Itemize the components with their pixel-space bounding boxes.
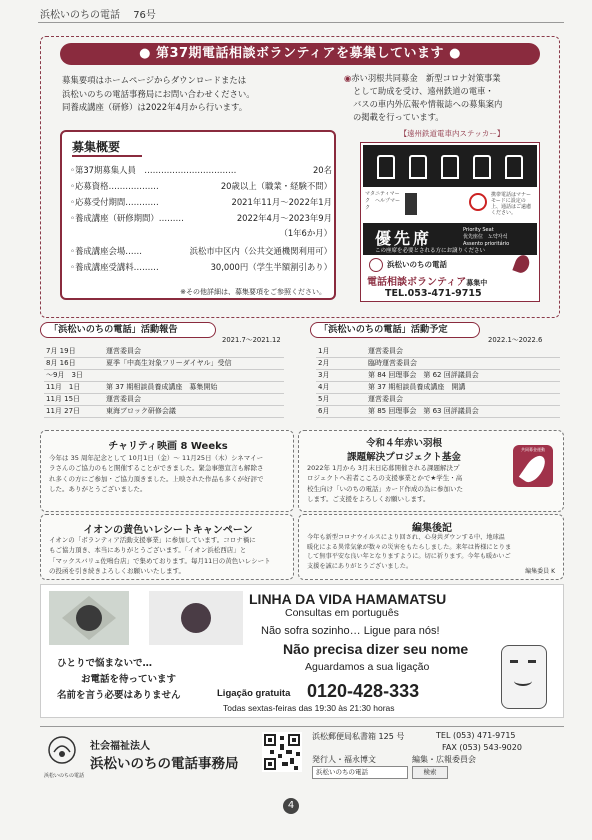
table-row: 〜9月 3日 — [44, 370, 284, 382]
outline-title: 募集概要 — [72, 140, 121, 154]
jp-line3: 名前を言う必要はありません — [57, 690, 181, 701]
help-mark-icon — [405, 193, 417, 215]
logo-caption: 浜松いのちの電話 — [43, 773, 84, 779]
charity-title: チャリティ映画 8 Weeks — [108, 441, 228, 452]
recruitment-intro — [62, 74, 337, 115]
footer-divider — [40, 726, 564, 727]
red-feather-icon — [512, 253, 531, 275]
outline-row: ◦応募受付期間………… 2021年11月〜2022年1月 — [70, 197, 332, 207]
outline-box — [60, 130, 336, 300]
outline-row: ◦養成講座受講料……… 30,000円（学生半額割引あり） — [70, 262, 332, 272]
header-title: 浜松いのちの電話 — [40, 10, 120, 21]
linha-da-vida-box — [40, 584, 564, 718]
outline-row: ◦養成講座会場…… 浜松市中区内（公共交通機関利用可） — [70, 246, 332, 256]
sticker-volunteer: 電話相談ボランティア募集中 — [367, 277, 488, 288]
linha-title: LINHA DA VIDA HAMAMATSU — [249, 591, 447, 607]
injured-icon — [473, 155, 491, 179]
red-feather-icon — [519, 452, 549, 486]
jp-line2: お電話を待っています — [81, 674, 177, 685]
plan-range: 2022.1〜2022.6 — [488, 336, 543, 344]
priority-seat-band: 優先席 Priority Seat 优先座位 노약자석 Assento prioritário この座席を必要とされる方にお譲りください — [363, 223, 537, 255]
wheelchair-icon — [505, 155, 523, 179]
table-row: 6月 第 85 回理事会 第 63 回評議員会 — [316, 406, 560, 418]
search-input: 浜松いのちの電話 — [312, 766, 408, 779]
linha-hours: Todas sextas-feiras das 19:30 às 21:30 horas — [223, 703, 395, 713]
akai-title: 令和４年赤い羽根 課題解決プロジェクト基金 — [347, 438, 461, 463]
footer-fax: FAX (053) 543-9020 — [442, 743, 522, 752]
brazil-flag-icon — [49, 591, 129, 645]
pregnant-icon — [409, 155, 427, 179]
no-phone-icon — [469, 193, 487, 211]
page-number: 4 — [283, 798, 299, 814]
intro-line: 浜松いのちの電話事務局にお問い合わせください。 — [62, 88, 255, 99]
header-divider — [38, 22, 564, 23]
footer-editor: 編集・広報委員会 — [412, 755, 476, 764]
table-row: 11月 27日 東海ブロック研修会議 — [44, 406, 284, 418]
editor-body: 今年も新型コロナウイルスにより回され、心身共ダウンする中、地球温 暖化による異常気象が数々の災害をもたらしました。来年は皆様にとりま して無事平安な良い年となりますように。切に祈ります。今年も暖かいご 支援を誠にありがとうございました。 — [307, 534, 512, 570]
akai-hane-panel — [298, 430, 564, 512]
table-row: 5月 運営委員会 — [316, 394, 560, 406]
sticker-notices: マタニティマーク ヘルプマーク 携帯電話はマナーモードに設定の上、通話はご遠慮ください。 — [365, 191, 532, 216]
report-title: 「浜松いのちの電話」活動報告 — [40, 322, 216, 338]
charity-panel — [40, 430, 294, 512]
train-sticker-image — [360, 142, 540, 302]
jp-line1: ひとりで悩まないで… — [57, 658, 153, 669]
aeon-title: イオンの黄色いレシートキャンペーン — [83, 525, 253, 536]
header-issue: 76号 — [133, 10, 156, 21]
sticker-caption: 【遠州鉄道電車内ステッカー】 — [399, 129, 505, 138]
linha-sub: Consultas em português — [285, 607, 399, 619]
banner-dot-icon: ● — [139, 46, 151, 61]
outline-note: ※その他詳細は、募集要項をご参照ください。 — [180, 288, 326, 296]
table-row: 11月 1日 第 37 期相談員養成講座 募集開始 — [44, 382, 284, 394]
grant-notice: ◉赤い羽根共同募金 新型コロナ対策事業 として助成を受け、遠州鉄道の電車・ バスの車内外広報や情報誌への募集案内 の掲載を行っています。 — [344, 73, 503, 122]
intro-line: 募集要項はホームページからダウンロードまたは — [62, 75, 247, 85]
recruitment-banner — [60, 43, 540, 65]
report-range: 2021.7〜2021.12 — [222, 336, 281, 344]
red-feather-badge: 共同募金運動 — [513, 445, 553, 487]
editor-panel — [298, 514, 564, 580]
editor-title: 編集後記 — [412, 523, 452, 534]
aeon-panel — [40, 514, 294, 580]
banner-dot-icon: ● — [449, 46, 461, 61]
footer-address: 浜松郵便局私書箱 125 号 — [312, 732, 405, 741]
plan-title: 「浜松いのちの電話」活動予定 — [310, 322, 480, 338]
linha-line2: Não precisa dizer seu nome — [283, 641, 469, 657]
linha-free-number: 0120-428-333 — [307, 681, 420, 701]
table-row: 1月 運営委員会 — [316, 346, 560, 358]
footer-tel: TEL (053) 471-9715 — [436, 731, 516, 740]
footer-publisher: 発行人・福永博文 — [312, 755, 376, 764]
table-row: 8月 16日 夏季「中高生対象フリーダイヤル」受信 — [44, 358, 284, 370]
org-name: 浜松いのちの電話事務局 — [90, 756, 239, 772]
table-row: 7月 19日 運営委員会 — [44, 346, 284, 358]
linha-line1: Não sofra sozinho… Ligue para nós! — [261, 625, 440, 637]
japan-flag-icon — [149, 591, 243, 645]
outline-row: ◦養成講座（研修期間）……… 2022年4月〜2023年9月 — [70, 213, 332, 223]
elderly-icon — [377, 155, 395, 179]
outline-row: （1年6か月） — [279, 228, 332, 238]
table-row: 2月 臨時運営委員会 — [316, 358, 560, 370]
bullet-icon: ◉ — [344, 73, 352, 83]
child-icon — [441, 155, 459, 179]
editor-sign: 編集委員 K — [525, 568, 555, 575]
aeon-body: イオンの「ボランティア活動支援事業」に参加しています。コロナ禍に もご協力頂き、本当にありがとうございます。「イオン浜松西店」と 「マックスバリュ佐鳴台店」で集めております。毎月11日の黄色いレシート の投函を引き続きよろしくお願いいたします。 — [49, 536, 271, 575]
linha-line3: Aguardamos a sua ligação — [305, 661, 430, 673]
linha-gratuita: Ligação gratuita — [217, 688, 291, 699]
akai-body: 2022年 1月から 3月末日応募開催される課題解決プ ロジェクトへ若者こころの支援事業とかで★学生・高 校生向け「いのちの電話」カード作成の為に参加いた します。ご支援をよろしくお願いします。 — [307, 464, 463, 503]
search-button: 検索 — [412, 766, 448, 779]
charity-body: 今年は 35 周年記念として 10月1日（金）〜 11月25日（木）シネマイー ラさんのご協力のもと開催することができました。緊急事態宣言も解除さ れ多くの方にご参加・ご協力頂きました。上映された作品も多くが好評で した。ありがとうございました。 — [49, 454, 264, 493]
table-row: 4月 第 37 期相談員養成講座 開講 — [316, 382, 560, 394]
table-row: 11月 15日 運営委員会 — [44, 394, 284, 406]
phone-character-icon — [501, 645, 547, 709]
inochi-logo-icon — [369, 258, 383, 272]
intro-line: 同養成講座（研修）は2022年4月から行います。 — [62, 102, 248, 112]
sticker-tel: TEL.053-471-9715 — [385, 288, 482, 299]
sticker-org: 浜松いのちの電話 — [387, 260, 447, 269]
outline-row: ◦応募資格……………… 20歳以上（職業・経験不問） — [70, 181, 332, 191]
table-row: 3月 第 84 回理事会 第 62 回評議員会 — [316, 370, 560, 382]
page-header — [40, 6, 166, 21]
outline-row: ◦第37期募集人員 …………………………… 20名 — [70, 165, 332, 175]
outline-title-underline — [72, 155, 142, 157]
banner-title: 第37期電話相談ボランティアを募集しています — [155, 46, 445, 61]
qr-code-icon — [262, 732, 302, 772]
organization-logo-icon — [44, 732, 80, 772]
priority-seat-pictograms — [363, 145, 537, 187]
org-type: 社会福祉法人 — [90, 741, 150, 752]
